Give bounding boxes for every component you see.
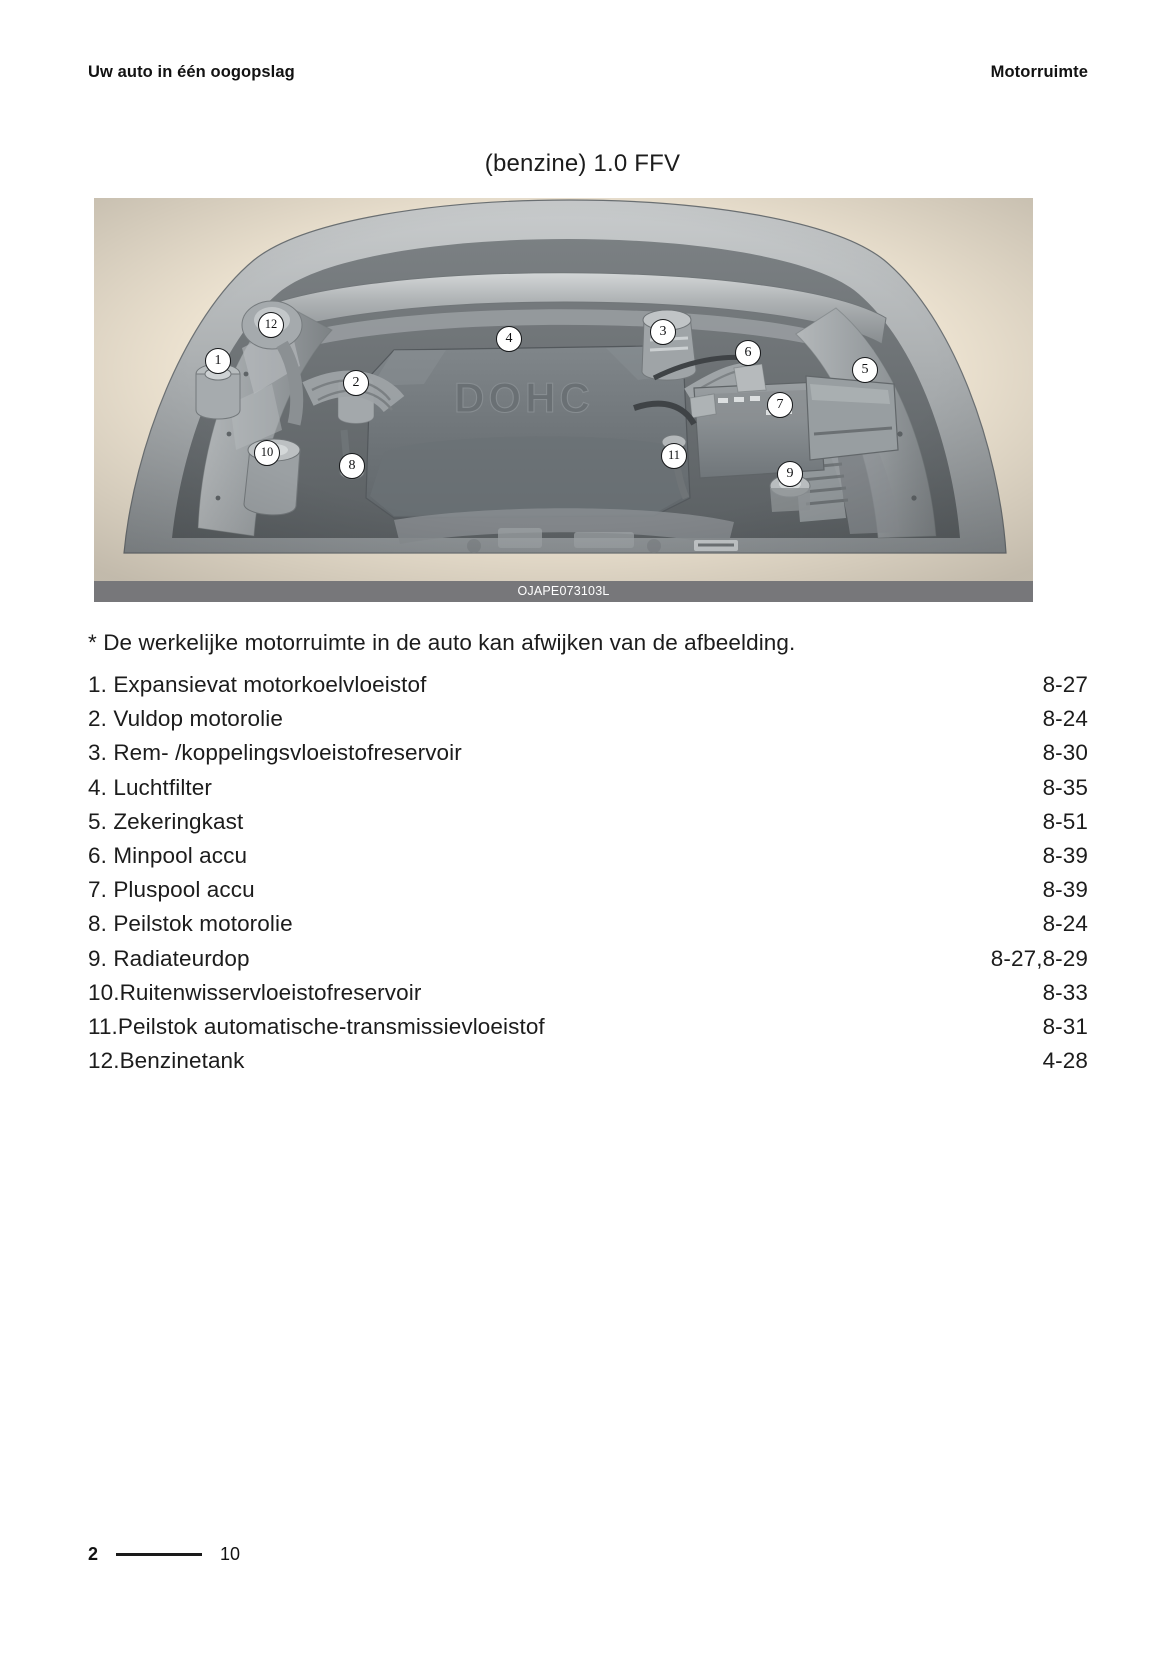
parts-list-item (88, 1048, 1088, 1082)
item-number: 12. (88, 1048, 120, 1074)
callout-7: 7 (767, 392, 793, 418)
item-number: 2. (88, 706, 114, 732)
engine-bay-illustration (94, 198, 1033, 581)
parts-list-item (88, 946, 1088, 980)
item-number: 3. (88, 740, 114, 766)
callout-4: 4 (496, 326, 522, 352)
item-label: Zekeringkast (113, 808, 244, 834)
chapter-number: 2 (88, 1544, 99, 1564)
item-number: 6. (88, 842, 114, 868)
item-page-ref: 8-24 (1042, 911, 1088, 937)
item-page-ref: 8-27 (1042, 672, 1088, 697)
parts-list-item (88, 911, 1088, 945)
callout-6: 6 (735, 340, 761, 366)
running-head (88, 63, 1088, 82)
item-label: Expansievat motorkoelvloeistof (113, 672, 427, 697)
callout-5: 5 (852, 357, 878, 383)
item-page-ref: 8-35 (1042, 774, 1088, 800)
item-label: Rem- /koppelingsvloeistofreservoir (113, 740, 462, 766)
item-number: 4. (88, 774, 114, 800)
figure-title: (benzine) 1.0 FFV (484, 150, 681, 177)
parts-list-item (88, 740, 1088, 774)
callout-3: 3 (650, 319, 676, 345)
item-label: Vuldop motorolie (113, 706, 283, 732)
engine-bay-artwork (94, 198, 1033, 581)
item-label: Luchtfilter (113, 774, 212, 800)
parts-list-item (88, 809, 1088, 843)
figure-footnote: * De werkelijke motorruimte in de auto kan afwijken van de afbeelding. (88, 630, 796, 655)
parts-list-item (88, 1014, 1088, 1048)
item-label: Ruitenwisservloeistofreservoir (119, 979, 422, 1005)
item-page-ref: 8-39 (1042, 842, 1088, 868)
item-label: Benzinetank (119, 1048, 245, 1074)
parts-list-item (88, 843, 1088, 877)
item-label: Pluspool accu (113, 877, 255, 903)
item-number: 1. (88, 672, 114, 697)
item-label: Peilstok motorolie (113, 911, 293, 937)
item-number: 11. (88, 1013, 118, 1039)
item-page-ref: 8-27,8-29 (990, 945, 1088, 971)
callout-10: 10 (254, 440, 280, 466)
footer-divider (116, 1553, 202, 1555)
callout-12: 12 (258, 312, 284, 338)
callout-9: 9 (777, 461, 803, 487)
item-page-ref: 8-31 (1042, 1013, 1088, 1039)
item-page-ref: 8-51 (1042, 808, 1088, 834)
running-head-left: Uw auto in één oogopslag (88, 63, 295, 81)
parts-list-item (88, 775, 1088, 809)
item-page-ref: 8-30 (1042, 740, 1088, 766)
item-number: 7. (88, 877, 114, 903)
figure-caption-code: OJAPE073103L (94, 581, 1033, 602)
parts-list-item (88, 672, 1088, 706)
item-number: 5. (88, 808, 114, 834)
callout-1: 1 (205, 348, 231, 374)
page-footer (88, 1544, 240, 1565)
parts-list-item (88, 980, 1088, 1014)
parts-list (88, 672, 1088, 1082)
item-number: 9. (88, 945, 114, 971)
item-page-ref: 8-24 (1042, 706, 1088, 732)
callout-11: 11 (661, 443, 687, 469)
item-label: Minpool accu (113, 842, 248, 868)
callout-2: 2 (343, 370, 369, 396)
item-page-ref: 8-39 (1042, 877, 1088, 903)
running-head-right: Motorruimte (990, 63, 1088, 81)
item-page-ref: 4-28 (1042, 1048, 1088, 1074)
engine-bay-figure (94, 198, 1033, 616)
item-label: Peilstok automatische-transmissievloeistof (117, 1013, 545, 1039)
parts-list-item (88, 877, 1088, 911)
item-page-ref: 8-33 (1042, 979, 1088, 1005)
item-number: 8. (88, 911, 114, 937)
page-number: 10 (220, 1544, 241, 1564)
item-number: 10. (88, 979, 120, 1005)
callout-8: 8 (339, 453, 365, 479)
item-label: Radiateurdop (113, 945, 250, 971)
parts-list-item (88, 706, 1088, 740)
